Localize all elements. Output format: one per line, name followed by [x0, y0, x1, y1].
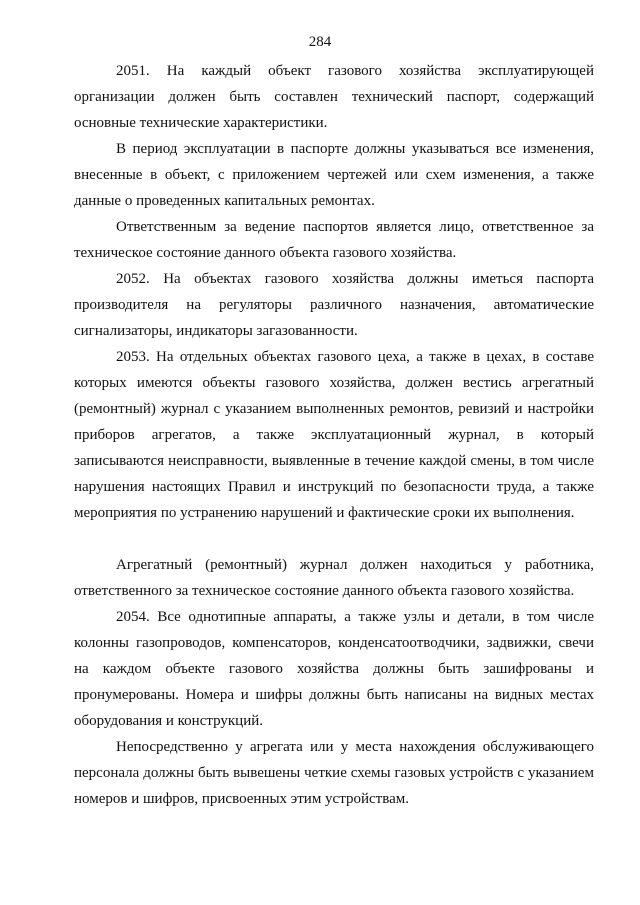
paragraph-passport-changes: В период эксплуатации в паспорте должны указываться все изменения, внесенные в объект, с приложением чертежей или схем изменения, а также данные о проведенных капитальных ремонтах. — [74, 141, 594, 209]
paragraph-schemes: Непосредственно у агрегата или у места нахождения обслуживающего персонала должны быть вывешены четкие схемы газовых устройств с указанием номеров и шифров, присвоенных этим устройствам. — [74, 739, 594, 807]
paragraph-journal-keeper: Агрегатный (ремонтный) журнал должен находиться у работника, ответственного за техническое состояние данного объекта газового хозяйства. — [74, 557, 594, 599]
paragraph-passport-responsible: Ответственным за ведение паспортов является лицо, ответственное за техническое состояние данного объекта газового хозяйства. — [74, 219, 594, 261]
page-number: 284 — [308, 34, 332, 50]
paragraph-2053: 2053. На отдельных объектах газового цеха, а также в цехах, в составе которых имеются объекты газового хозяйства, должен вестись агрегатный (ремонтный) журнал с указанием выполненных ремонтов, ревизий и настройки приборов агрегатов, а также эксплуатационный журнал, в который записываются неисправности, выявленные в течение каждой смены, в том числе нарушения настоящих Правил и инструкций по безопасности труда, а также мероприятия по устранению нарушений и фактические сроки их выполнения. — [74, 349, 594, 521]
paragraph-2051: 2051. На каждый объект газового хозяйства эксплуатирующей организации должен быть составлен технический паспорт, содержащий основные технические характеристики. — [74, 63, 594, 131]
paragraph-2052: 2052. На объектах газового хозяйства должны иметься паспорта производителя на регуляторы различного назначения, автоматические сигнализаторы, индикаторы загазованности. — [74, 271, 594, 339]
paragraph-2054: 2054. Все однотипные аппараты, а также узлы и детали, в том числе колонны газопроводов, компенсаторов, конденсатоотводчики, задвижки, свечи на каждом объекте газового хозяйства должны быть зашифрованы и пронумерованы. Номера и шифры должны быть написаны на видных местах оборудования и конструкций. — [74, 609, 594, 729]
